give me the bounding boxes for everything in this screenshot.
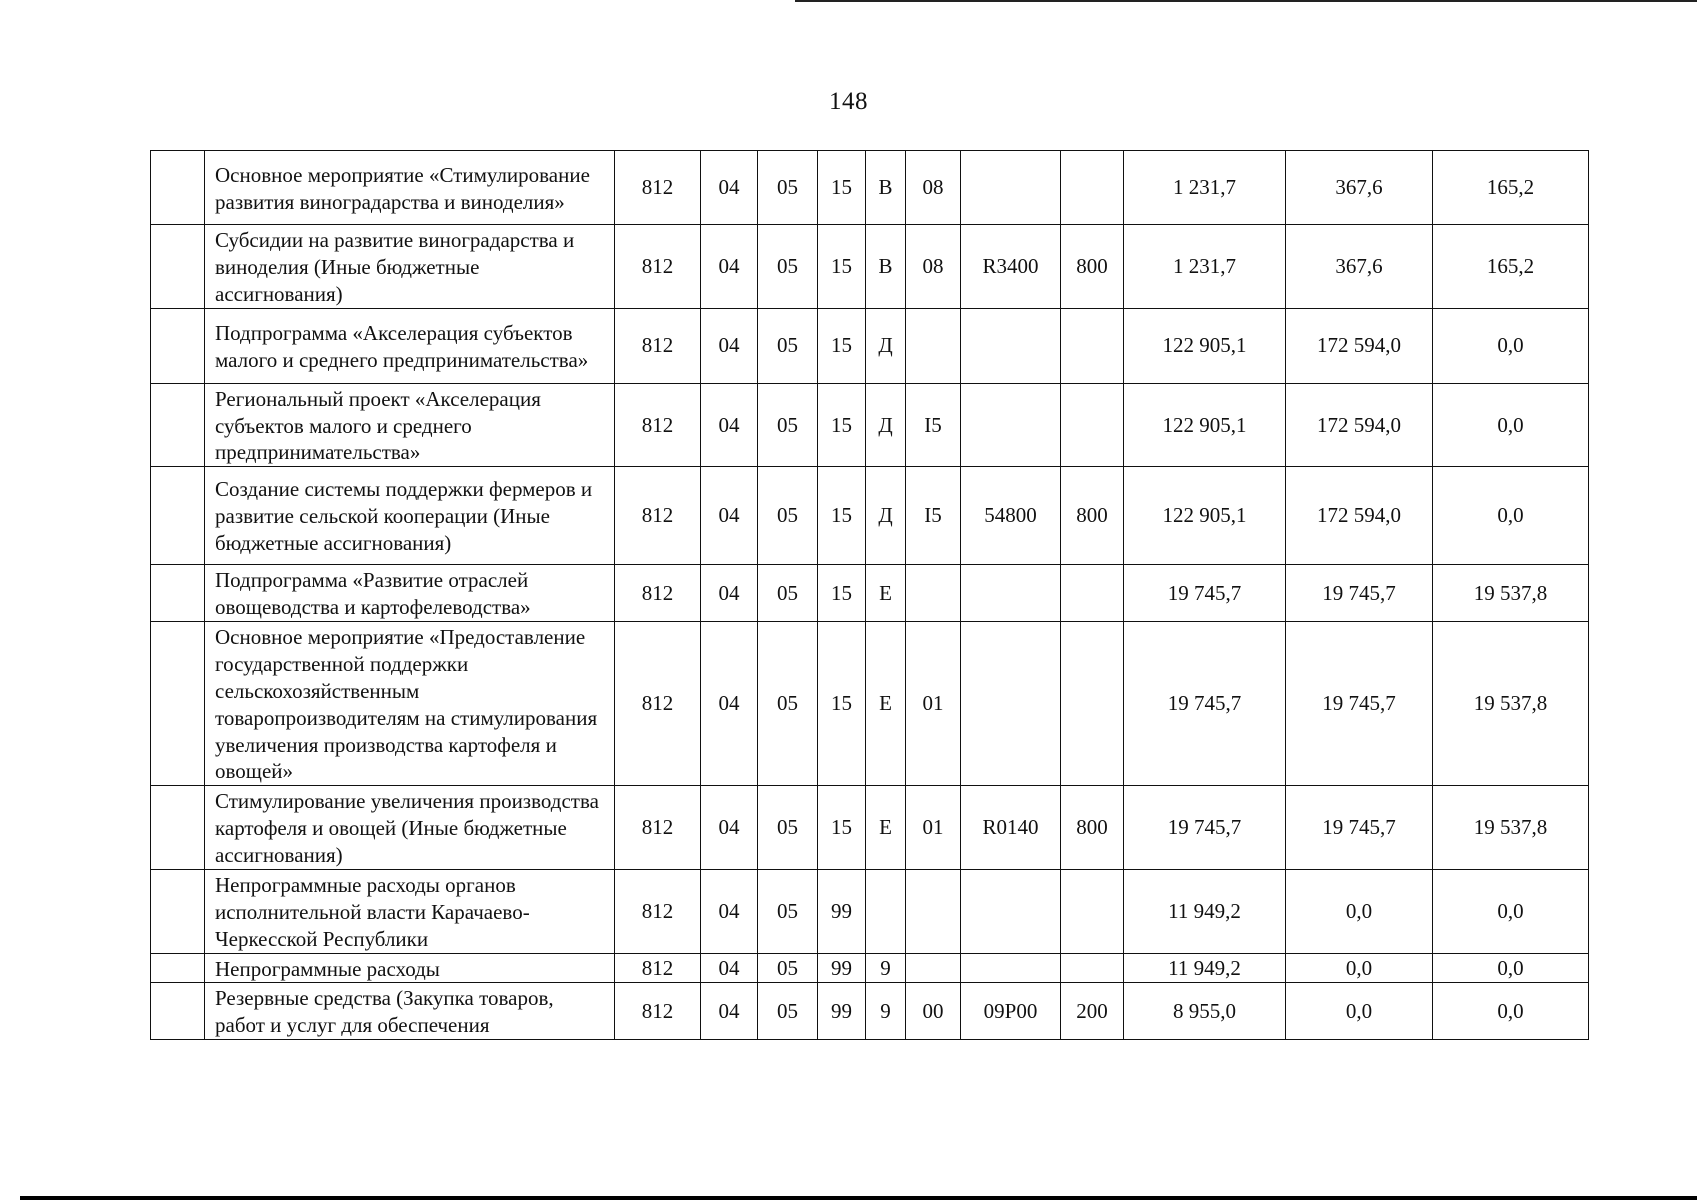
section-code-cell: 04 <box>701 953 758 983</box>
amount-year2-cell: 172 594,0 <box>1286 383 1433 467</box>
event-code-cell: I5 <box>906 383 961 467</box>
amount-year2-cell: 367,6 <box>1286 225 1433 309</box>
direction-code-cell <box>961 953 1061 983</box>
row-name-cell: Непрограммные расходы органов исполнительной власти Карачаево-Черкесской Республики <box>205 869 615 953</box>
table-row <box>151 869 1589 953</box>
expense-type-code-cell: 800 <box>1061 225 1124 309</box>
expense-type-code-cell: 800 <box>1061 786 1124 870</box>
subsection-code-cell: 05 <box>758 225 818 309</box>
row-number-cell <box>151 151 205 225</box>
expense-type-code-cell <box>1061 869 1124 953</box>
section-code-cell: 04 <box>701 622 758 786</box>
page-number: 148 <box>829 88 868 115</box>
subprogram-code-cell <box>866 869 906 953</box>
ministry-code-cell: 812 <box>615 622 701 786</box>
amount-year3-cell: 0,0 <box>1433 467 1589 565</box>
subprogram-code-cell: 9 <box>866 983 906 1040</box>
amount-year3-cell: 19 537,8 <box>1433 786 1589 870</box>
amount-year3-cell: 0,0 <box>1433 308 1589 383</box>
subprogram-code-cell: 9 <box>866 953 906 983</box>
table-row <box>151 225 1589 309</box>
row-name-cell: Основное мероприятие «Предоставление государственной поддержки сельскохозяйственным товаропроизводителям на стимулирования увеличения производства картофеля и овощей» <box>205 622 615 786</box>
scan-bottom-edge <box>20 1196 1697 1200</box>
amount-year2-cell: 172 594,0 <box>1286 308 1433 383</box>
row-number-cell <box>151 565 205 622</box>
direction-code-cell: R0140 <box>961 786 1061 870</box>
ministry-code-cell: 812 <box>615 151 701 225</box>
program-code-cell: 99 <box>818 983 866 1040</box>
row-number-cell <box>151 622 205 786</box>
amount-year1-cell: 11 949,2 <box>1124 869 1286 953</box>
direction-code-cell <box>961 151 1061 225</box>
section-code-cell: 04 <box>701 869 758 953</box>
program-code-cell: 99 <box>818 869 866 953</box>
expense-type-code-cell <box>1061 565 1124 622</box>
amount-year2-cell: 19 745,7 <box>1286 786 1433 870</box>
event-code-cell: 01 <box>906 786 961 870</box>
row-number-cell <box>151 383 205 467</box>
event-code-cell <box>906 869 961 953</box>
direction-code-cell <box>961 308 1061 383</box>
event-code-cell <box>906 565 961 622</box>
table-row <box>151 383 1589 467</box>
program-code-cell: 15 <box>818 151 866 225</box>
expense-type-code-cell: 800 <box>1061 467 1124 565</box>
ministry-code-cell: 812 <box>615 467 701 565</box>
event-code-cell <box>906 308 961 383</box>
amount-year3-cell: 19 537,8 <box>1433 622 1589 786</box>
table-row <box>151 622 1589 786</box>
amount-year1-cell: 19 745,7 <box>1124 786 1286 870</box>
amount-year2-cell: 0,0 <box>1286 869 1433 953</box>
program-code-cell: 99 <box>818 953 866 983</box>
ministry-code-cell: 812 <box>615 308 701 383</box>
row-number-cell <box>151 308 205 383</box>
event-code-cell <box>906 953 961 983</box>
amount-year2-cell: 19 745,7 <box>1286 565 1433 622</box>
section-code-cell: 04 <box>701 308 758 383</box>
amount-year1-cell: 8 955,0 <box>1124 983 1286 1040</box>
row-name-cell: Резервные средства (Закупка товаров, работ и услуг для обеспечения <box>205 983 615 1040</box>
amount-year1-cell: 122 905,1 <box>1124 308 1286 383</box>
amount-year1-cell: 1 231,7 <box>1124 151 1286 225</box>
row-number-cell <box>151 869 205 953</box>
section-code-cell: 04 <box>701 225 758 309</box>
amount-year1-cell: 1 231,7 <box>1124 225 1286 309</box>
subsection-code-cell: 05 <box>758 953 818 983</box>
row-name-cell: Непрограммные расходы <box>205 953 615 983</box>
table-row <box>151 308 1589 383</box>
section-code-cell: 04 <box>701 983 758 1040</box>
event-code-cell: 00 <box>906 983 961 1040</box>
subprogram-code-cell: Д <box>866 467 906 565</box>
row-name-cell: Региональный проект «Акселерация субъектов малого и среднего предпринимательства» <box>205 383 615 467</box>
subprogram-code-cell: Д <box>866 383 906 467</box>
row-name-cell: Субсидии на развитие виноградарства и виноделия (Иные бюджетные ассигнования) <box>205 225 615 309</box>
row-number-cell <box>151 467 205 565</box>
table-row <box>151 953 1589 983</box>
table-row <box>151 151 1589 225</box>
program-code-cell: 15 <box>818 308 866 383</box>
budget-table <box>150 150 1589 1040</box>
row-number-cell <box>151 983 205 1040</box>
program-code-cell: 15 <box>818 383 866 467</box>
direction-code-cell <box>961 383 1061 467</box>
direction-code-cell <box>961 622 1061 786</box>
subsection-code-cell: 05 <box>758 565 818 622</box>
program-code-cell: 15 <box>818 565 866 622</box>
row-name-cell: Основное мероприятие «Стимулирование развития виноградарства и виноделия» <box>205 151 615 225</box>
program-code-cell: 15 <box>818 225 866 309</box>
ministry-code-cell: 812 <box>615 786 701 870</box>
program-code-cell: 15 <box>818 467 866 565</box>
subsection-code-cell: 05 <box>758 151 818 225</box>
ministry-code-cell: 812 <box>615 953 701 983</box>
subsection-code-cell: 05 <box>758 869 818 953</box>
direction-code-cell: 54800 <box>961 467 1061 565</box>
subprogram-code-cell: Д <box>866 308 906 383</box>
subprogram-code-cell: Е <box>866 786 906 870</box>
row-number-cell <box>151 225 205 309</box>
table-row <box>151 565 1589 622</box>
ministry-code-cell: 812 <box>615 383 701 467</box>
amount-year2-cell: 0,0 <box>1286 983 1433 1040</box>
expense-type-code-cell: 200 <box>1061 983 1124 1040</box>
amount-year1-cell: 122 905,1 <box>1124 383 1286 467</box>
ministry-code-cell: 812 <box>615 225 701 309</box>
amount-year3-cell: 0,0 <box>1433 383 1589 467</box>
row-name-cell: Создание системы поддержки фермеров и развитие сельской кооперации (Иные бюджетные ассигнования) <box>205 467 615 565</box>
subprogram-code-cell: В <box>866 151 906 225</box>
amount-year2-cell: 19 745,7 <box>1286 622 1433 786</box>
subsection-code-cell: 05 <box>758 308 818 383</box>
amount-year2-cell: 0,0 <box>1286 953 1433 983</box>
amount-year3-cell: 0,0 <box>1433 869 1589 953</box>
direction-code-cell: R3400 <box>961 225 1061 309</box>
amount-year1-cell: 19 745,7 <box>1124 565 1286 622</box>
table-row <box>151 786 1589 870</box>
subsection-code-cell: 05 <box>758 622 818 786</box>
row-number-cell <box>151 786 205 870</box>
event-code-cell: 01 <box>906 622 961 786</box>
subsection-code-cell: 05 <box>758 786 818 870</box>
subprogram-code-cell: Е <box>866 565 906 622</box>
expense-type-code-cell <box>1061 383 1124 467</box>
event-code-cell: 08 <box>906 151 961 225</box>
direction-code-cell <box>961 565 1061 622</box>
expense-type-code-cell <box>1061 622 1124 786</box>
amount-year1-cell: 11 949,2 <box>1124 953 1286 983</box>
program-code-cell: 15 <box>818 622 866 786</box>
amount-year3-cell: 0,0 <box>1433 953 1589 983</box>
section-code-cell: 04 <box>701 467 758 565</box>
section-code-cell: 04 <box>701 151 758 225</box>
section-code-cell: 04 <box>701 565 758 622</box>
amount-year1-cell: 122 905,1 <box>1124 467 1286 565</box>
section-code-cell: 04 <box>701 786 758 870</box>
subsection-code-cell: 05 <box>758 467 818 565</box>
row-name-cell: Стимулирование увеличения производства картофеля и овощей (Иные бюджетные ассигнования) <box>205 786 615 870</box>
ministry-code-cell: 812 <box>615 983 701 1040</box>
subsection-code-cell: 05 <box>758 983 818 1040</box>
amount-year2-cell: 367,6 <box>1286 151 1433 225</box>
amount-year1-cell: 19 745,7 <box>1124 622 1286 786</box>
event-code-cell: I5 <box>906 467 961 565</box>
event-code-cell: 08 <box>906 225 961 309</box>
amount-year3-cell: 165,2 <box>1433 225 1589 309</box>
subprogram-code-cell: Е <box>866 622 906 786</box>
table-row <box>151 983 1589 1040</box>
expense-type-code-cell <box>1061 151 1124 225</box>
amount-year2-cell: 172 594,0 <box>1286 467 1433 565</box>
amount-year3-cell: 165,2 <box>1433 151 1589 225</box>
row-name-cell: Подпрограмма «Развитие отраслей овощеводства и картофелеводства» <box>205 565 615 622</box>
direction-code-cell <box>961 869 1061 953</box>
section-code-cell: 04 <box>701 383 758 467</box>
ministry-code-cell: 812 <box>615 869 701 953</box>
direction-code-cell: 09Р00 <box>961 983 1061 1040</box>
amount-year3-cell: 0,0 <box>1433 983 1589 1040</box>
program-code-cell: 15 <box>818 786 866 870</box>
expense-type-code-cell <box>1061 308 1124 383</box>
subsection-code-cell: 05 <box>758 383 818 467</box>
amount-year3-cell: 19 537,8 <box>1433 565 1589 622</box>
row-number-cell <box>151 953 205 983</box>
table-row <box>151 467 1589 565</box>
expense-type-code-cell <box>1061 953 1124 983</box>
scan-top-edge <box>795 0 1697 2</box>
subprogram-code-cell: В <box>866 225 906 309</box>
row-name-cell: Подпрограмма «Акселерация субъектов малого и среднего предпринимательства» <box>205 308 615 383</box>
ministry-code-cell: 812 <box>615 565 701 622</box>
